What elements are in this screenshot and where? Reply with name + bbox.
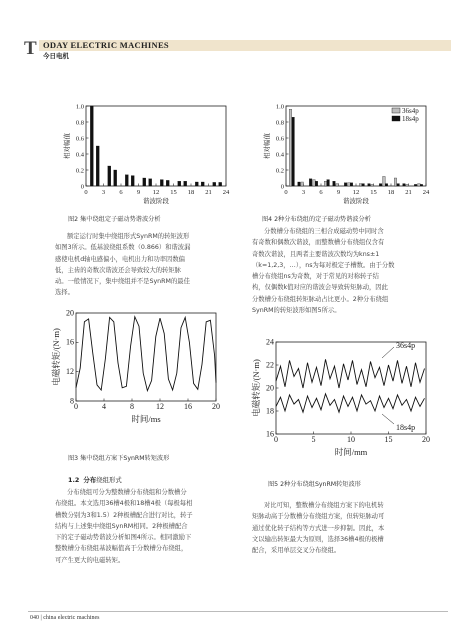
fig2-y-tick-label: 0.2 <box>75 167 84 175</box>
journal-subtitle: 今日电机 <box>43 52 69 60</box>
footer-rule <box>28 611 448 612</box>
fig4-x-tick-label: 24 <box>422 189 430 196</box>
text-line: 低，主齿的奇数次谐波还会导致较大的转矩脉 <box>55 266 181 274</box>
fig3-y-label: 电磁转矩/(N·m) <box>51 328 61 386</box>
text-line: 通过优化转子结构等方式进一步抑制。因此，本 <box>252 524 385 532</box>
fig4-legend-swatch <box>392 108 400 113</box>
fig5-x-tick-label: 5 <box>311 435 316 444</box>
text-line: 整数槽分布绕组基波幅值高于分数槽分布绕组， <box>55 545 188 553</box>
fig4-bar <box>289 109 292 186</box>
text-line: （k=1,2,3，…），ns为每对极定子槽数。由于分数 <box>252 261 395 269</box>
fig3-x-tick-label: 8 <box>130 402 134 411</box>
section-number: 1.2 <box>68 476 80 484</box>
fig4-x-label: 谐波阶段 <box>343 198 369 205</box>
fig4-chart <box>258 100 438 212</box>
fig4-bar <box>414 184 417 186</box>
fig4-x-tick-label: 0 <box>284 189 288 196</box>
fig2-bar <box>195 182 198 186</box>
fig5-y-tick-label: 16 <box>266 429 274 439</box>
fig4-bar <box>397 184 400 186</box>
left-paragraph-2 <box>55 487 240 566</box>
fig3-series-line <box>76 317 216 391</box>
fig2-frame <box>86 106 226 186</box>
fig5-series-label: 18s4p <box>396 423 416 432</box>
text-line: 槽数分别为3和1.5）2种极槽配合进行对比，转子 <box>55 511 193 519</box>
fig4-legend-label: 36s4p <box>402 107 419 115</box>
fig2-bar <box>108 166 111 186</box>
fig2-bar <box>166 180 169 186</box>
fig5-y-tick-label: 24 <box>266 337 274 347</box>
fig5-series-line <box>276 394 425 412</box>
left-paragraph-1 <box>55 231 240 299</box>
journal-title: ODAY ELECTRIC MACHINES <box>43 40 169 50</box>
fig3-x-tick-label: 20 <box>212 402 220 411</box>
fig4-y-tick-label: 0.4 <box>275 151 284 159</box>
fig3-chart <box>50 305 230 435</box>
fig4-bar <box>406 184 409 186</box>
fig2-y-tick-label: 1.0 <box>75 103 84 111</box>
fig2-bar <box>131 176 134 186</box>
fig4-bar <box>385 184 388 186</box>
fig2-x-tick-label: 6 <box>119 189 123 196</box>
text-line: 动。一般情况下，集中绕组并不是SynRM的最佳 <box>55 278 190 286</box>
fig5-series-label: 36s4p <box>396 341 416 350</box>
fig4-bar <box>313 180 316 186</box>
fig4-y-label: 相对幅值 <box>264 133 271 159</box>
fig2-bar <box>90 106 93 186</box>
fig4-legend-label: 18s4p <box>402 115 419 123</box>
fig3-x-tick-label: 4 <box>102 402 106 411</box>
fig2-x-tick-label: 18 <box>187 189 195 196</box>
fig4-bar <box>309 179 312 186</box>
fig4-x-tick-label: 21 <box>405 189 412 196</box>
fig2-x-tick-label: 3 <box>101 189 106 196</box>
fig4-bar <box>362 184 365 186</box>
fig5-x-label: 时间/mm <box>334 447 368 457</box>
fig2-bar <box>201 182 204 186</box>
fig5-chart <box>250 330 440 470</box>
fig2-bar <box>149 179 152 186</box>
fig2-bar <box>184 181 187 186</box>
fig4-x-tick-label: 18 <box>387 189 395 196</box>
fig5-x-tick-label: 10 <box>347 435 355 444</box>
fig3-frame <box>76 313 216 401</box>
fig5-y-label: 电磁转矩/(N·m) <box>251 359 261 417</box>
fig4-x-tick-label: 15 <box>370 189 377 196</box>
fig3-y-tick-label: 12 <box>66 366 74 376</box>
fig2-x-tick-label: 9 <box>136 189 141 196</box>
fig4-y-tick-label: 1.0 <box>275 103 284 111</box>
fig2-y-label: 相对幅值 <box>64 133 71 159</box>
fig2-x-tick-label: 12 <box>152 189 160 196</box>
fig2-bar <box>143 178 146 186</box>
fig5-annotation-leader <box>382 347 394 358</box>
fig4-bar <box>292 117 295 186</box>
fig4-bar <box>336 184 339 186</box>
fig4-bar <box>344 183 347 186</box>
fig5-x-tick-label: 15 <box>384 435 393 444</box>
fig4-bar <box>368 184 371 186</box>
section-heading <box>68 475 122 484</box>
fig4-bar <box>327 180 330 186</box>
fig2-y-tick-label: 0 <box>80 183 84 191</box>
fig5-y-tick-label: 18 <box>266 406 274 416</box>
text-line: 对比可知，整数槽分布绕组方案下的电机转 <box>264 502 384 509</box>
text-line: 构，仅偶数k值对应的谐波会导致转矩脉动，因此 <box>252 284 388 292</box>
fig4-y-tick-label: 0.6 <box>275 135 284 143</box>
text-line: 分布绕组可分为整数槽分布绕组和分数槽分 <box>67 489 187 496</box>
text-line: 下的定子磁动势谐波分析如图4所示。相同激励下 <box>55 534 192 542</box>
text-line: 结构与上述集中绕组SynRM相同。2种极槽配合 <box>55 522 188 530</box>
text-line: 感使电机d轴电感偏小，电机出力和功率因数偏 <box>55 255 185 263</box>
text-line: 布绕组。本文选用36槽4极和18槽4极（每极每相 <box>55 500 193 508</box>
text-line: 可产生更大的电磁转矩。 <box>55 556 125 564</box>
fig3-y-tick-label: 16 <box>66 337 74 347</box>
fig4-caption: 图4 2种分布绕组的定子磁动势谐波分析 <box>262 216 371 223</box>
fig2-bar <box>160 180 163 186</box>
fig4-bar <box>359 184 362 186</box>
fig3-x-tick-label: 0 <box>74 402 78 411</box>
text-line: 槽分布绕组ns为奇数，对于常见的对称转子结 <box>252 273 379 281</box>
fig4-x-tick-label: 9 <box>336 189 341 196</box>
fig4-bar <box>371 184 374 186</box>
text-line: 选择。 <box>55 289 74 297</box>
fig5-x-tick-label: 20 <box>422 435 430 444</box>
fig4-bar <box>383 176 386 186</box>
fig4-y-tick-label: 0 <box>280 183 284 191</box>
fig2-x-tick-label: 0 <box>84 189 88 196</box>
fig4-bar <box>379 184 382 186</box>
right-paragraph-2 <box>252 500 447 556</box>
fig4-bar <box>350 183 353 186</box>
fig3-y-tick-label: 8 <box>70 396 74 406</box>
fig5-x-tick-label: 0 <box>274 435 278 444</box>
fig2-caption: 图2 集中绕组定子磁动势谐波分析 <box>68 216 161 223</box>
fig5-caption: 图5 2种分布绕组SynRM转矩波形 <box>268 481 361 488</box>
fig3-x-tick-label: 16 <box>184 402 192 411</box>
fig2-bar <box>114 170 117 186</box>
footer-text: 040 | china electric machines <box>30 615 100 621</box>
fig4-x-tick-label: 12 <box>352 189 360 196</box>
section-title-b: 绕组形式 <box>96 476 122 484</box>
fig4-bar <box>298 182 301 186</box>
fig5-y-tick-label: 20 <box>266 383 274 393</box>
fig2-bar <box>178 181 181 186</box>
fig2-y-tick-label: 0.8 <box>75 119 84 127</box>
fig4-bar <box>418 184 421 186</box>
fig2-x-tick-label: 24 <box>222 189 230 196</box>
text-line: 有奇数和偶数次谐波，而整数槽分布绕组仅含有 <box>252 239 385 247</box>
fig5-y-tick-label: 22 <box>266 360 274 370</box>
text-line: 奇数次谐波，且两者主要谐波次数均为kns±1 <box>252 250 380 258</box>
fig5-frame <box>276 342 426 434</box>
fig5-series-line <box>276 359 425 388</box>
fig2-x-tick-label: 15 <box>170 189 177 196</box>
text-line: 文以输出转矩最大为原则，选择36槽4极的极槽 <box>252 535 384 543</box>
fig3-x-label: 时间/ms <box>131 414 161 424</box>
fig4-bar <box>333 181 336 186</box>
text-line: 如图3所示。低基波绕组系数（0.866）和谐波漏 <box>55 244 191 252</box>
fig2-bar <box>96 146 99 186</box>
text-line: 配合，采用单层交叉分布绕组。 <box>252 547 341 555</box>
fig4-x-tick-label: 6 <box>319 189 323 196</box>
header-initial-letter: T <box>24 38 37 59</box>
text-line: SynRM的转矩波形如图5所示。 <box>252 307 341 315</box>
fig4-y-tick-label: 0.2 <box>275 167 284 175</box>
text-line: 分数槽分布绕组的三相合成磁动势中同时含 <box>264 228 384 235</box>
fig4-bar <box>315 181 318 186</box>
fig4-y-tick-label: 0.8 <box>275 119 284 127</box>
fig4-bar <box>394 178 397 186</box>
text-line: 分数槽分布绕组转矩脉动占比更小。2种分布绕组 <box>252 295 389 303</box>
fig4-bar <box>301 182 304 186</box>
section-title-a: 分布 <box>83 476 97 484</box>
fig5-annotation-leader <box>382 414 394 424</box>
fig2-bar <box>125 175 128 186</box>
fig2-bar <box>213 182 216 186</box>
fig3-x-tick-label: 12 <box>156 402 164 411</box>
fig4-x-tick-label: 3 <box>301 189 306 196</box>
fig4-bar <box>348 183 351 186</box>
text-line: 矩脉动高于分数槽分布绕组方案，但转矩脉动可 <box>252 513 385 521</box>
fig4-legend-swatch <box>392 116 400 121</box>
fig2-chart <box>58 100 238 212</box>
text-line: 额定运行时集中绕组形式SynRM的转矩波形 <box>67 233 190 240</box>
fig2-x-tick-label: 21 <box>205 189 212 196</box>
fig4-bar <box>420 184 423 186</box>
fig2-x-label: 谐波阶段 <box>143 198 169 205</box>
fig4-bar <box>324 181 327 186</box>
fig3-caption: 图3 集中绕组方案下SynRM转矩波形 <box>68 455 170 462</box>
right-paragraph-1 <box>252 226 447 316</box>
fig2-y-tick-label: 0.6 <box>75 135 84 143</box>
fig4-bar <box>403 184 406 186</box>
fig3-y-tick-label: 20 <box>66 308 74 318</box>
fig2-y-tick-label: 0.4 <box>75 151 84 159</box>
fig2-bar <box>219 182 222 186</box>
